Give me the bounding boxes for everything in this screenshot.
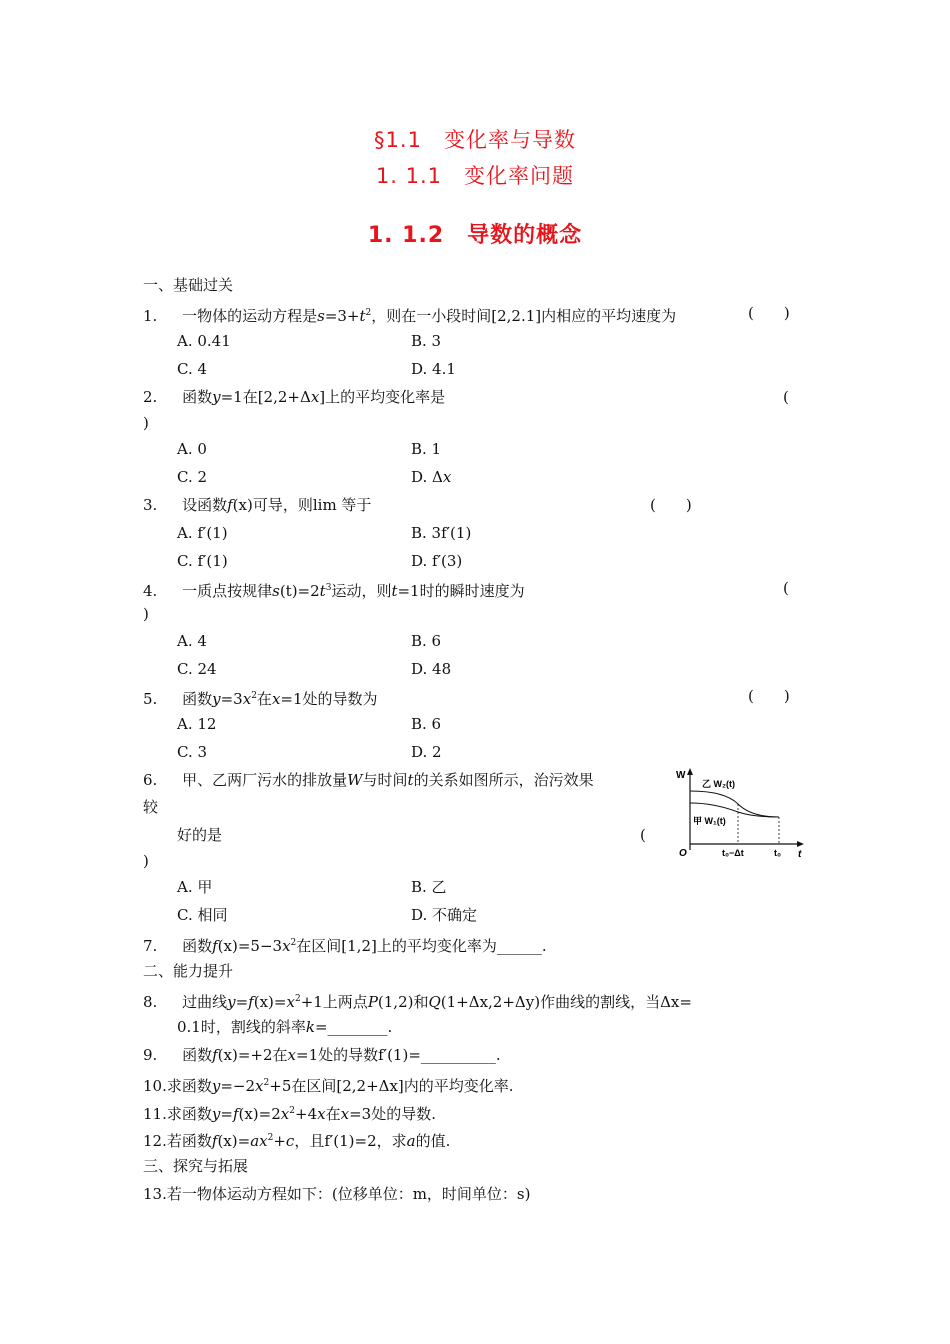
option-b: B. 乙 [411,878,447,896]
y-axis-label: W [676,770,686,781]
question-13 [143,1184,531,1204]
option-c: C. f′(1) [177,552,228,570]
question-11: 11.求函数$y=f(x)=2x^2+4x$在x=3处的导数. [143,1105,436,1123]
option-a: A. f′(1) [177,524,228,542]
question-number: 4. [143,582,158,600]
question-text: 一物体的运动方程是 [182,307,318,325]
question-number: 9. [143,1046,158,1064]
question-10: 10.求函数$y=-2x^2+5$在区间[2,2+Δx]内的平均变化率. [143,1077,514,1095]
answer-paren-close: ) [143,605,149,623]
option-a: A. 4 [177,632,207,650]
option-b: B. 6 [411,715,442,733]
option-b: B. 3 [411,332,442,350]
answer-paren-close: ) [143,852,149,870]
upper-curve-label: 乙 W₂(t) [702,779,735,789]
question-number: 7. [143,937,158,955]
subsection-title-1: 1. 1.1 变化率问题 [375,164,575,188]
option-c: C. 3 [177,743,208,761]
question-6: 6. 甲、乙两厂污水的排放量W与时间t的关系如图所示，治污效果 [143,771,594,789]
question-text: 函数 [182,1046,213,1064]
option-a: A. 甲 [177,878,213,896]
question-6-line2: 好的是 [177,826,223,844]
option-c: C. 相同 [177,906,228,924]
question-text: 求函数 [166,1077,212,1095]
section-heading-explore: 三、探究与拓展 [143,1157,249,1175]
section-title: §1.1 变化率与导数 [374,128,576,152]
question-number: 5. [143,690,158,708]
answer-paren-open: ( [783,388,789,406]
option-a: A. 0.41 [177,332,231,350]
option-c: C. 24 [177,660,217,678]
option-d: D. 4.1 [411,360,456,378]
option-a: A. 12 [177,715,217,733]
answer-paren: ( ) [748,304,790,322]
section-heading-basic: 一、基础过关 [143,276,234,294]
question-text: 求函数 [166,1105,212,1123]
question-text: 甲、乙两厂污水的排放量 [182,771,348,789]
answer-paren-open: ( [640,826,646,844]
question-text: 若函数 [166,1132,212,1150]
question-8-line2: 0.1时，割线的斜率k=________. [177,1018,393,1036]
question-text: 设函数 [182,496,228,514]
question-2: 2. 函数y=1在[2,2+Δx]上的平均变化率是 [143,388,446,406]
question-3: 3. 设函数f(x)可导，则lim 等于 [143,496,372,514]
option-d: D. f′(3) [411,552,463,570]
question-9: 9. 函数f(x)=+2在x=1处的导数f′(1)=__________. [143,1046,501,1064]
option-d: D. 2 [411,743,442,761]
x-axis-label: t [798,849,802,858]
answer-paren: ( ) [650,496,692,514]
answer-paren-open: ( [783,579,789,597]
question-12: 12.若函数$f(x)=ax^2+c$，且f′(1)=2，求a的值. [143,1132,451,1150]
tick-label-1: t₀−Δt [722,848,744,858]
origin-label: O [679,848,687,858]
y-axis-arrow [687,768,693,775]
question-number: 11. [143,1105,167,1123]
question-number: 13. [143,1185,167,1203]
question-6-wrap: 较 [143,798,159,816]
x-axis-arrow [797,841,804,847]
option-d: D. 48 [411,660,452,678]
option-d: D. Δx [411,468,452,486]
option-b: B. 3f′(1) [411,524,472,542]
emission-graph [676,766,808,858]
question-text: 若一物体运动方程如下：(位移单位：m，时间单位：s) [166,1185,531,1203]
question-text: 函数 [182,388,213,406]
question-number: 12. [143,1132,167,1150]
option-b: B. 6 [411,632,442,650]
question-number: 3. [143,496,158,514]
answer-paren-close: ) [143,414,149,432]
question-number: 8. [143,993,158,1011]
question-1: 1. 一物体的运动方程是$s=3+t^2$，则在一小段时间[2,2.1]内相应的平均速度为 [143,307,677,325]
question-number: 10. [143,1077,167,1095]
option-d: D. 不确定 [411,906,478,924]
question-text: 一质点按规律 [182,582,273,600]
option-b: B. 1 [411,440,442,458]
option-a: A. 0 [177,440,207,458]
question-text: 函数 [182,690,213,708]
lower-curve-line [690,803,779,817]
question-5: 5. 函数$y=3x^2$在x=1处的导数为 [143,690,378,708]
section-heading-advanced: 二、能力提升 [143,962,234,980]
lower-curve-label: 甲 W₁(t) [693,816,726,826]
option-c: C. 2 [177,468,208,486]
question-8: 8. 过曲线$y=f(x)=x^2+1$上两点P(1,2)和Q(1+Δx,2+Δy)作曲线的割线，当Δx= [143,993,692,1011]
answer-paren: ( ) [748,687,790,705]
subsection-title-2: 1. 1.2 导数的概念 [367,223,583,248]
question-text: 过曲线 [182,993,228,1011]
question-text: 函数 [182,937,213,955]
option-c: C. 4 [177,360,208,378]
question-number: 2. [143,388,158,406]
tick-label-2: t₀ [774,848,782,858]
question-7: 7. 函数$f(x)=5-3x^2$在区间[1,2]上的平均变化率为______. [143,937,547,955]
question-number: 6. [143,771,158,789]
question-number: 1. [143,307,158,325]
question-4: 4. 一质点按规律$s(t)=2t^3$运动，则t=1时的瞬时速度为 [143,582,525,600]
